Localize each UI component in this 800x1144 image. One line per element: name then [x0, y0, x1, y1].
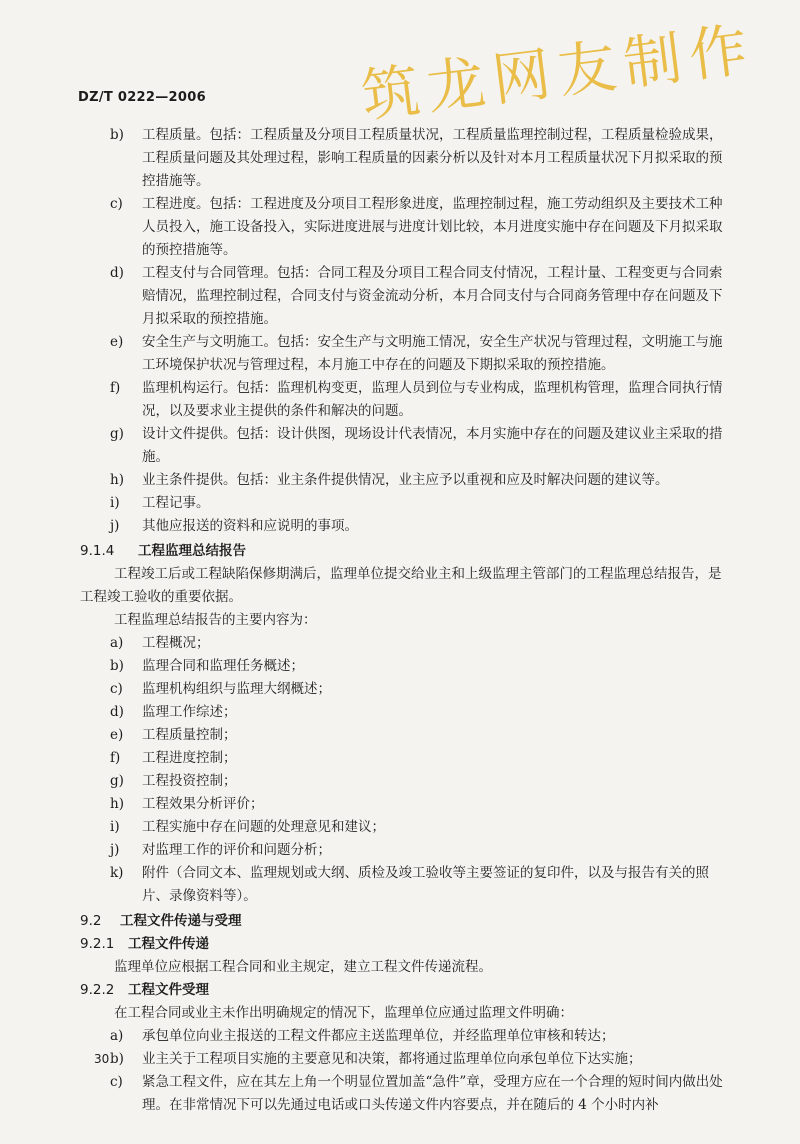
list-item-text: 工程效果分析评价；	[142, 796, 264, 812]
section-title: 工程文件传递	[128, 936, 209, 952]
list-item-text: 安全生产与文明施工。包括：安全生产与文明施工情况，安全生产状况与管理过程，文明施工与施工环境保护状况与管理过程，本月施工中存在的问题及下期拟采取的预控措施。	[142, 334, 723, 373]
list-item-label: b)	[110, 1051, 124, 1067]
list-item-text: 对监理工作的评价和问题分析；	[142, 842, 331, 858]
paragraph: 工程竣工后或工程缺陷保修期满后，监理单位提交给业主和上级监理主管部门的工程监理总结报告，是工程竣工验收的重要依据。	[80, 566, 722, 605]
section-number: 9.1.4	[80, 543, 115, 559]
list-item	[80, 469, 730, 492]
list-item-text: 其他应报送的资料和应说明的事项。	[142, 518, 358, 534]
list-item	[80, 193, 730, 262]
heading-9-1-4	[80, 540, 730, 563]
list-item-text: 监理机构运行。包括：监理机构变更，监理人员到位与专业构成，监理机构管理，监理合同执行情况，以及要求业主提供的条件和解决的问题。	[142, 380, 723, 419]
list-item-text: 监理合同和监理任务概述；	[142, 658, 304, 674]
section-number: 9.2	[80, 913, 102, 929]
list-item-label: j)	[110, 842, 120, 858]
list-item	[80, 1071, 730, 1117]
list-item	[80, 377, 730, 423]
list-item-label: k)	[110, 865, 124, 881]
page-number: 30	[94, 1052, 110, 1066]
list-item-label: d)	[110, 265, 124, 281]
list-item-label: c)	[110, 681, 123, 697]
list-item-text: 紧急工程文件，应在其左上角一个明显位置加盖“急件”章，受理方应在一个合理的短时间内做出处理。在非常情况下可以先通过电话或口头传递文件内容要点，并在随后的 4 个小时内补	[142, 1074, 723, 1113]
list-item-label: c)	[110, 1074, 123, 1090]
list-item	[80, 262, 730, 331]
list-summary-report-items	[80, 632, 730, 908]
list-item-text: 工程概况；	[142, 635, 210, 651]
list-item-text: 监理工作综述；	[142, 704, 237, 720]
list-item	[80, 492, 730, 515]
list-item	[80, 770, 730, 793]
list-item-label: e)	[110, 334, 124, 350]
paragraph: 在工程合同或业主未作出明确规定的情况下，监理单位应通过监理文件明确：	[114, 1005, 573, 1021]
list-item	[80, 655, 730, 678]
list-item-label: b)	[110, 658, 124, 674]
document-body	[80, 124, 730, 1117]
watermark: 筑龙网友制作	[357, 14, 759, 131]
section-number: 9.2.2	[80, 982, 115, 998]
list-item-label: f)	[110, 380, 121, 396]
list-item-label: i)	[110, 819, 120, 835]
standard-code: DZ/T 0222—2006	[78, 90, 206, 105]
list-item-text: 工程投资控制；	[142, 773, 237, 789]
heading-9-2	[80, 910, 730, 933]
list-item	[80, 124, 730, 193]
list-item	[80, 862, 730, 908]
list-file-receipt-items	[80, 1025, 730, 1117]
list-item-label: h)	[110, 472, 124, 488]
list-item	[80, 1025, 730, 1048]
list-item-label: d)	[110, 704, 124, 720]
list-item	[80, 632, 730, 655]
list-item	[80, 678, 730, 701]
list-item-text: 工程进度。包括：工程进度及分项目工程形象进度，监理控制过程，施工劳动组织及主要技术工种人员投入，施工设备投入，实际进度进展与进度计划比较，本月进度实施中存在问题及下月拟采取的预控措施等。	[142, 196, 723, 258]
list-item-text: 工程质量。包括：工程质量及分项目工程质量状况，工程质量监理控制过程，工程质量检验成果，工程质量问题及其处理过程，影响工程质量的因素分析以及针对本月工程质量状况下月拟采取的预控措施等。	[142, 127, 723, 189]
list-item	[80, 331, 730, 377]
list-item	[80, 701, 730, 724]
list-item-text: 工程支付与合同管理。包括：合同工程及分项目工程合同支付情况，工程计量、工程变更与合同索赔情况，监理控制过程，合同支付与资金流动分析，本月合同支付与合同商务管理中存在问题及下月拟采取的预控措施。	[142, 265, 723, 327]
list-monthly-report-items	[80, 124, 730, 538]
list-item	[80, 816, 730, 839]
paragraph: 监理单位应根据工程合同和业主规定，建立工程文件传递流程。	[114, 959, 492, 975]
section-title: 工程监理总结报告	[138, 543, 246, 559]
heading-9-2-2	[80, 979, 730, 1002]
paragraph: 工程监理总结报告的主要内容为：	[114, 612, 317, 628]
section-title: 工程文件传递与受理	[120, 913, 242, 929]
list-item-label: a)	[110, 635, 124, 651]
list-item	[80, 423, 730, 469]
list-item-text: 附件（合同文本、监理规划或大纲、质检及竣工验收等主要签证的复印件，以及与报告有关的照片、录像资料等）。	[142, 865, 709, 904]
list-item-label: a)	[110, 1028, 124, 1044]
list-item	[80, 724, 730, 747]
list-item-label: g)	[110, 426, 124, 442]
heading-9-2-1	[80, 933, 730, 956]
list-item-text: 工程进度控制；	[142, 750, 237, 766]
list-item-text: 工程实施中存在问题的处理意见和建议；	[142, 819, 385, 835]
section-title: 工程文件受理	[128, 982, 209, 998]
list-item-label: g)	[110, 773, 124, 789]
section-number: 9.2.1	[80, 936, 115, 952]
list-item	[80, 793, 730, 816]
list-item-text: 工程质量控制；	[142, 727, 237, 743]
list-item-label: e)	[110, 727, 124, 743]
list-item-label: f)	[110, 750, 121, 766]
list-item-text: 业主关于工程项目实施的主要意见和决策，都将通过监理单位向承包单位下达实施；	[142, 1051, 642, 1067]
list-item-label: b)	[110, 127, 124, 143]
list-item-text: 业主条件提供。包括：业主条件提供情况，业主应予以重视和应及时解决问题的建议等。	[142, 472, 669, 488]
list-item-label: j)	[110, 518, 120, 534]
list-item-text: 工程记事。	[142, 495, 210, 511]
list-item-text: 承包单位向业主报送的工程文件都应主送监理单位，并经监理单位审核和转达；	[142, 1028, 615, 1044]
list-item-label: c)	[110, 196, 123, 212]
list-item-label: h)	[110, 796, 124, 812]
list-item-label: i)	[110, 495, 120, 511]
list-item-text: 监理机构组织与监理大纲概述；	[142, 681, 331, 697]
list-item	[80, 747, 730, 770]
list-item	[80, 839, 730, 862]
list-item	[80, 515, 730, 538]
list-item-text: 设计文件提供。包括：设计供图，现场设计代表情况，本月实施中存在的问题及建议业主采取的措施。	[142, 426, 723, 465]
list-item	[80, 1048, 730, 1071]
